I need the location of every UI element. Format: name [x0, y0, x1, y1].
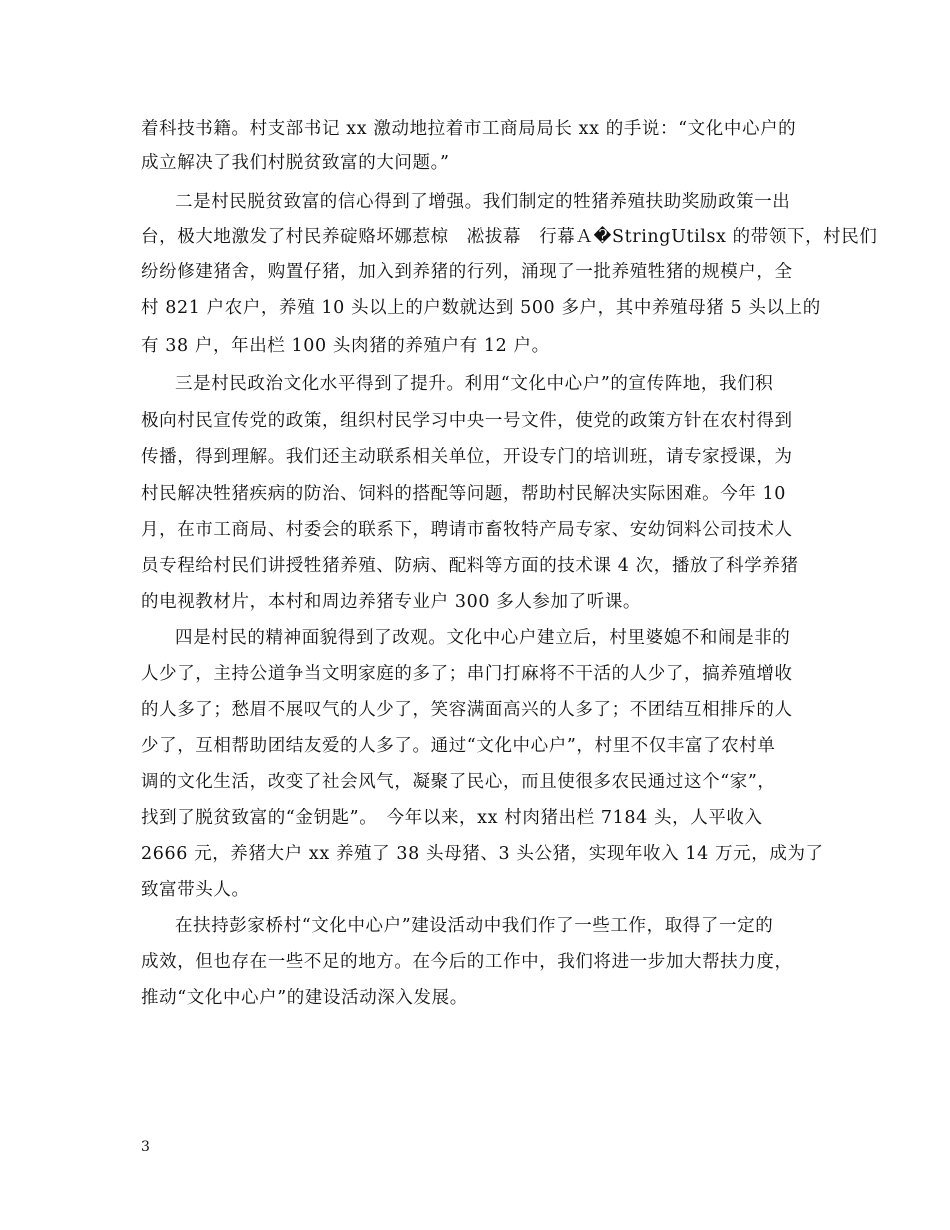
- text-line: 致富带头人。: [141, 880, 250, 900]
- paragraph-start-line: 三是村民政治文化水平得到了提升。利用“文化中心户”的宣传阵地，我们积: [175, 374, 774, 394]
- text-line: 的人多了；愁眉不展叹气的人少了，笑容满面高兴的人多了；不团结互相排斥的人: [141, 700, 793, 720]
- text-line: 的电视教材片，本村和周边养猪专业户 300 多人参加了听课。: [141, 592, 642, 612]
- text-line: 员专程给村民们讲授牲猪养殖、防病、配料等方面的技术课 4 次，播放了科学养猪: [141, 556, 799, 576]
- paragraph-start-line: 四是村民的精神面貌得到了改观。文化中心户建立后，村里婆媳不和闹是非的: [175, 628, 791, 648]
- text-line: 台，极大地激发了村民养碇赂坏娜惹椋 凇拔幕 行幕Ａ�StringUtilsx 的带领下，村民们: [141, 227, 878, 247]
- text-line: 着科技书籍。村支部书记 xx 激动地拉着市工商局局长 xx 的手说：“文化中心户的: [141, 119, 797, 139]
- text-line: 成效，但也存在一些不足的地方。在今后的工作中，我们将进一步加大帮扶力度，: [141, 952, 793, 972]
- text-line: 月，在市工商局、村委会的联系下，聘请市畜牧特产局专家、安幼饲料公司技术人: [141, 520, 793, 540]
- text-line: 2666 元，养猪大户 xx 养殖了 38 头母猪、3 头公猪，实现年收入 14 万元，成为了: [141, 844, 824, 864]
- text-line: 找到了脱贫致富的“金钥匙”。 今年以来，xx 村肉猪出栏 7184 头，人平收入: [141, 808, 763, 828]
- text-line: 成立解决了我们村脱贫致富的大问题。”: [141, 153, 450, 173]
- text-line: 少了，互相帮助团结友爱的人多了。通过“文化中心户”，村里不仅丰富了农村单: [141, 736, 776, 756]
- text-line: 调的文化生活，改变了社会风气，凝聚了民心，而且使很多农民通过这个“家”，: [141, 772, 776, 792]
- text-line: 纷纷修建猪舍，购置仔猪，加入到养猪的行列，涌现了一批养殖牲猪的规模户，全: [141, 262, 793, 282]
- text-line: 村 821 户农户，养殖 10 头以上的户数就达到 500 多户，其中养殖母猪 5 头以上的: [141, 298, 821, 318]
- paragraph-start-line: 在扶持彭家桥村“文化中心户”建设活动中我们作了一些工作，取得了一定的: [175, 916, 774, 936]
- text-line: 极向村民宣传党的政策，组织村民学习中央一号文件，使党的政策方针在农村得到: [141, 411, 793, 431]
- paragraph-start-line: 二是村民脱贫致富的信心得到了增强。我们制定的牲猪养殖扶助奖励政策一出: [175, 192, 791, 212]
- page-number: 3: [141, 1139, 150, 1155]
- text-line: 推动“文化中心户”的建设活动深入发展。: [141, 988, 468, 1008]
- text-line: 人少了，主持公道争当文明家庭的多了；串门打麻将不干活的人少了，搞养殖增收: [141, 664, 793, 684]
- text-line: 传播，得到理解。我们还主动联系相关单位，开设专门的培训班，请专家授课，为: [141, 447, 793, 467]
- text-line: 有 38 户，年出栏 100 头肉猪的养殖户有 12 户。: [141, 336, 550, 356]
- text-line: 村民解决牲猪疾病的防治、饲料的搭配等问题，帮助村民解决实际困难。今年 10: [141, 484, 787, 504]
